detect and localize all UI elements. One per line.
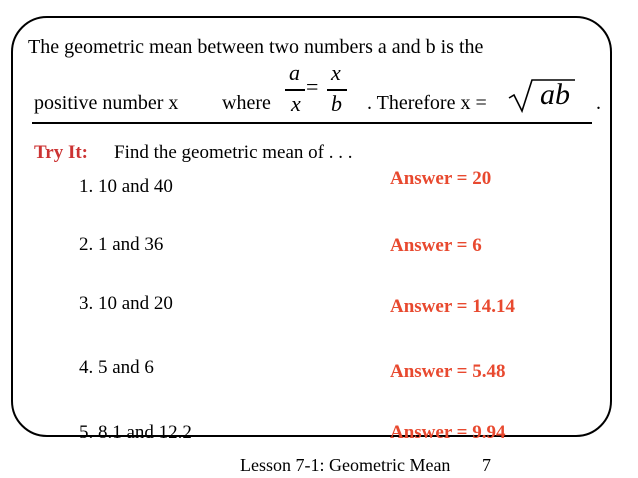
problem-4-answer: Answer = 5.48 xyxy=(390,361,506,382)
footer-lesson-title: Lesson 7-1: Geometric Mean xyxy=(240,455,451,475)
definition-where: where xyxy=(222,92,271,114)
problem-3-question: 3. 10 and 20 xyxy=(79,293,173,314)
definition-line-2-prefix: positive number x xyxy=(34,92,179,114)
definition-therefore: . Therefore x = xyxy=(367,92,487,114)
proportion-right-denominator: b xyxy=(331,91,342,116)
problem-4-question: 4. 5 and 6 xyxy=(79,357,154,378)
definition-period: . xyxy=(596,92,601,114)
definition-line-1: The geometric mean between two numbers a and b is the xyxy=(28,36,484,58)
problem-5-answer: Answer = 9.94 xyxy=(390,422,506,443)
proportion-left-denominator: x xyxy=(291,91,301,116)
proportion-right-numerator: x xyxy=(331,60,341,85)
problem-1-answer: Answer = 20 xyxy=(390,168,492,189)
page-number: 7 xyxy=(482,455,491,475)
problem-1-question: 1. 10 and 40 xyxy=(79,176,173,197)
try-it-label: Try It: xyxy=(34,142,88,163)
problem-2-answer: Answer = 6 xyxy=(390,235,482,256)
problem-3-answer: Answer = 14.14 xyxy=(390,296,516,317)
try-it-prompt: Find the geometric mean of . . . xyxy=(114,142,353,163)
problem-5-question: 5. 8.1 and 12.2 xyxy=(79,422,192,443)
radicand: ab xyxy=(540,78,570,111)
problem-2-question: 2. 1 and 36 xyxy=(79,234,164,255)
proportion-left-numerator: a xyxy=(289,60,300,85)
proportion-equals: = xyxy=(306,74,319,99)
divider-line xyxy=(32,122,592,124)
